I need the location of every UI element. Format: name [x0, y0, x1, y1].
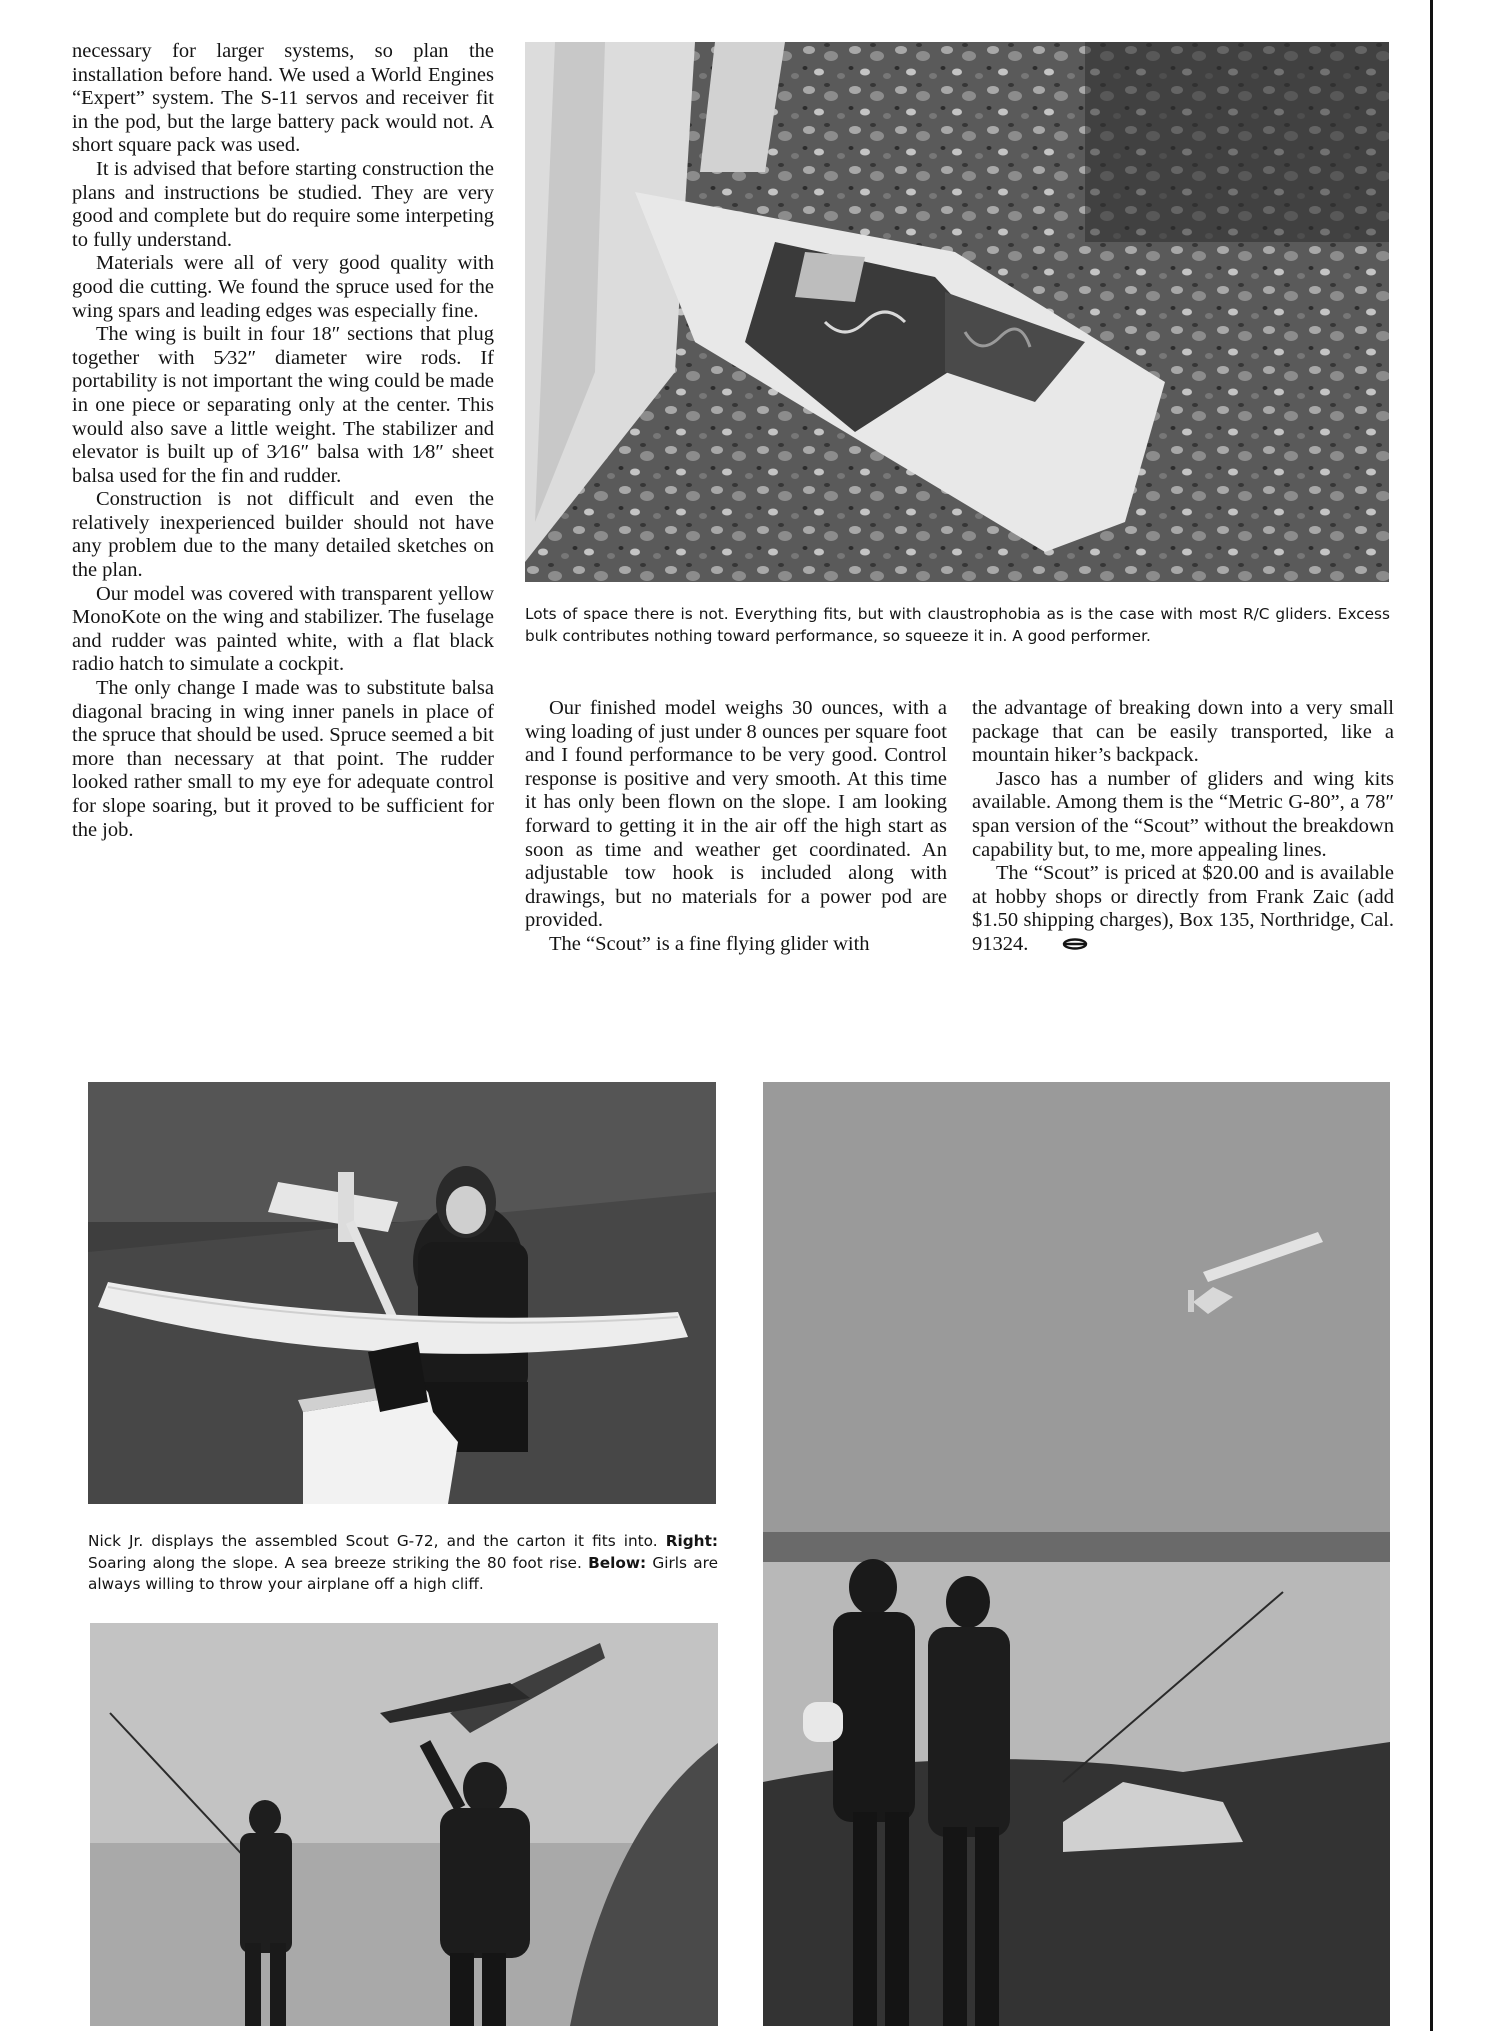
caption-below-label: Below: — [588, 1553, 647, 1572]
paragraph: It is advised that before starting construction the plans and instructions be studied. They are very good and complete but do require some interpeting to fully understand. — [72, 157, 494, 251]
paragraph: necessary for larger systems, so plan the installation before hand. We used a World Engines “Expert” system. The S-11 servos and receiver fit in the pod, but the large battery pack would not. A short square pack was used. — [72, 40, 494, 157]
end-of-article-icon — [1038, 933, 1088, 957]
paragraph: the advantage of breaking down into a very small package that can be easily transported, like a mountain hiker’s backpack. — [972, 697, 1394, 767]
paragraph: The only change I made was to substitute balsa diagonal bracing in wing inner panels in place of the spruce that should be used. Spruce seemed a bit more than necessary at that point. The rudder looked rather small to my eye for adequate control for slope soaring, but it proved to be sufficient for the job. — [72, 677, 494, 841]
page-edge-rule — [1430, 0, 1433, 2031]
text-column-right — [972, 697, 1394, 957]
caption-right-text: Soaring along the slope. A sea breeze striking the 80 foot rise. — [88, 1553, 582, 1572]
caption-intro-text: Nick Jr. displays the assembled Scout G-72, and the carton it fits into. — [88, 1532, 658, 1550]
paragraph: Jasco has a number of gliders and wing kits available. Among them is the “Metric G-80”, a 78″ span version of the “Scout” without the breakdown capability but, to me, more appealing lines. — [972, 767, 1394, 861]
paragraph — [972, 862, 1394, 957]
caption-multi-photo — [88, 1531, 718, 1596]
paragraph: Construction is not difficult and even the relatively inexperienced builder should not have any problem due to the many detailed sketches on the plan. — [72, 488, 494, 582]
boy-with-assembled-glider-photo — [88, 1082, 716, 1504]
glider-soaring-over-slope-photo — [763, 1082, 1390, 2026]
paragraph-text: The “Scout” is priced at $20.00 and is available at hobby shops or directly from Frank Zaic (add $1.50 shipping charges), Box 135, Northridge, Cal. 91324. — [972, 862, 1394, 955]
text-column-middle — [525, 697, 947, 957]
girl-launching-glider-photo — [90, 1623, 718, 2026]
paragraph: Our model was covered with transparent yellow MonoKote on the wing and stabilizer. The fuselage and rudder was painted white, with a flat black radio hatch to simulate a cockpit. — [72, 582, 494, 676]
paragraph: The wing is built in four 18″ sections that plug together with 5⁄32″ diameter wire rods. If portability is not important the wing could be made in one piece or separating only at the center. This would also save a little weight. The stabilizer and elevator is built up of 3⁄16″ balsa with 1⁄8″ sheet balsa used for the fin and rudder. — [72, 323, 494, 487]
paragraph: Our finished model weighs 30 ounces, with a wing loading of just under 8 ounces per square foot and I found performance to be very good. Control response is positive and very smooth. At this time it has only been flown on the slope. I am looking forward to getting it in the air off the high start as soon as time and weather get coordinated. An adjustable tow hook is included along with drawings, but no materials for a power pod are provided. — [525, 697, 947, 932]
paragraph: Materials were all of very good quality with good die cutting. We found the spruce used for the wing spars and leading edges was especially fine. — [72, 252, 494, 322]
paragraph: The “Scout” is a fine flying glider with — [549, 932, 870, 955]
text-column-left — [72, 40, 494, 842]
caption-below-text: Girls are always willing to throw your airplane off a high cliff. — [88, 1553, 719, 1593]
caption-right-label: Right: — [665, 1532, 718, 1550]
caption-top-photo: Lots of space there is not. Everything fits, but with claustrophobia as is the case with most R/C gliders. Excess bulk contributes nothing toward performance, so squeeze it in. A good performer. — [525, 605, 1390, 645]
glider-fuselage-pod-photo — [525, 42, 1389, 582]
